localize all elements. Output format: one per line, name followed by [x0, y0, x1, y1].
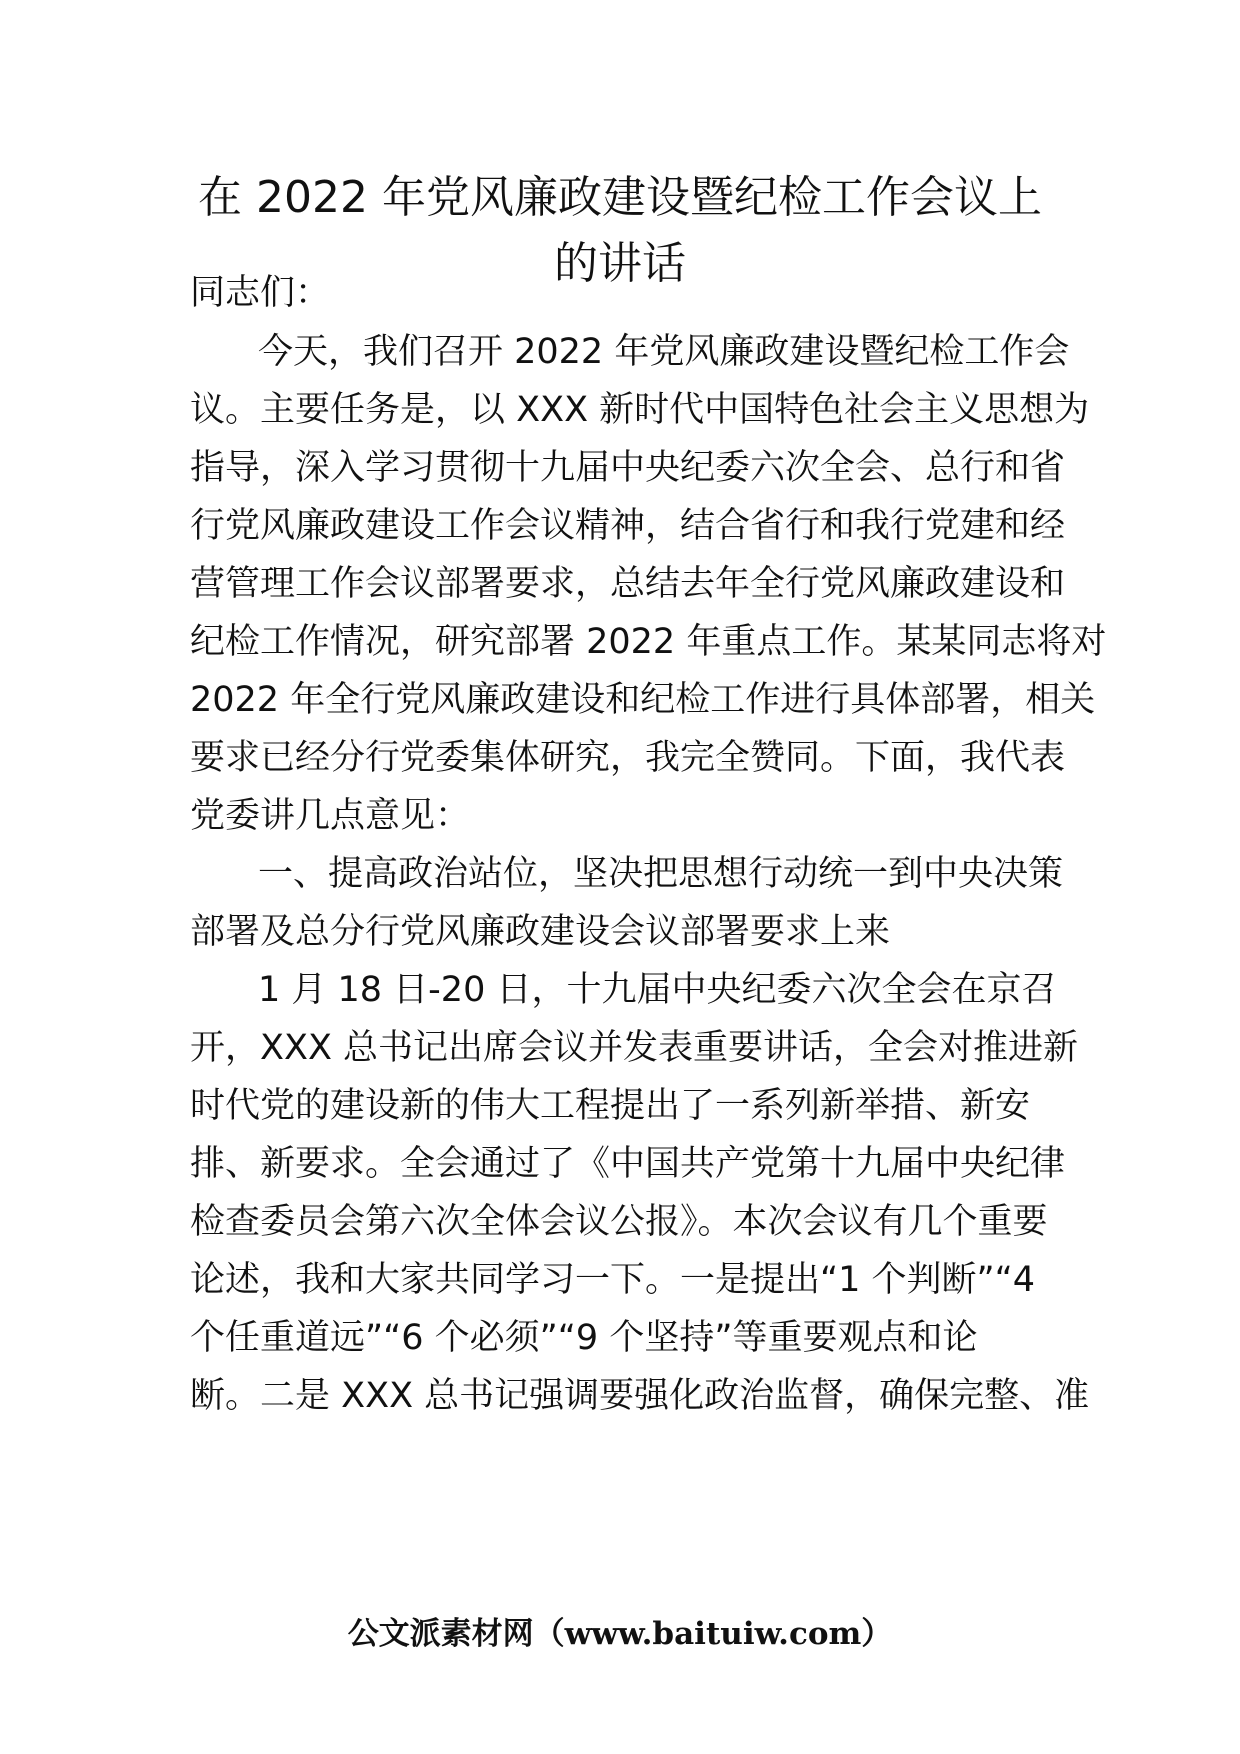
body-line: 论述，我和大家共同学习一下。一是提出“1 个判断”“4: [190, 1260, 1036, 1300]
body-line: 断。二是 XXX 总书记强调要强化政治监督，确保完整、准: [190, 1376, 1090, 1416]
document-title-line-1: 在 2022 年党风廉政建设暨纪检工作会议上: [198, 172, 1042, 223]
body-line: 议。主要任务是，以 XXX 新时代中国特色社会主义思想为: [190, 390, 1090, 430]
body-line: 开，XXX 总书记出席会议并发表重要讲话，全会对推进新: [190, 1028, 1079, 1068]
footer-watermark: 公文派素材网（www.baituiw.com）: [347, 1616, 893, 1652]
body-line: 党委讲几点意见：: [190, 796, 471, 836]
document-title-line-2: 的讲话: [554, 238, 686, 289]
body-line: 指导，深入学习贯彻十九届中央纪委六次全会、总行和省: [190, 448, 1066, 488]
body-line: 营管理工作会议部署要求，总结去年全行党风廉政建设和: [190, 564, 1066, 604]
body-line: 行党风廉政建设工作会议精神，结合省行和我行党建和经: [190, 506, 1066, 546]
body-line: 排、新要求。全会通过了《中国共产党第十九届中央纪律: [190, 1144, 1066, 1184]
section-heading-line: 部署及总分行党风廉政建设会议部署要求上来: [190, 912, 891, 952]
body-line: 今天，我们召开 2022 年党风廉政建设暨纪检工作会: [258, 332, 1070, 372]
salutation: 同志们：: [190, 273, 331, 313]
section-heading-line: 一、提高政治站位，坚决把思想行动统一到中央决策: [258, 854, 1064, 894]
body-line: 要求已经分行党委集体研究，我完全赞同。下面，我代表: [190, 738, 1066, 778]
body-line: 个任重道远”“6 个必须”“9 个坚持”等重要观点和论: [190, 1318, 978, 1358]
body-line: 时代党的建设新的伟大工程提出了一系列新举措、新安: [190, 1086, 1031, 1126]
body-line: 1 月 18 日-20 日，十九届中央纪委六次全会在京召: [258, 970, 1057, 1010]
body-line: 2022 年全行党风廉政建设和纪检工作进行具体部署，相关: [190, 680, 1096, 720]
body-line: 检查委员会第六次全体会议公报》。本次会议有几个重要: [190, 1202, 1048, 1242]
body-line: 纪检工作情况，研究部署 2022 年重点工作。某某同志将对: [190, 622, 1107, 662]
